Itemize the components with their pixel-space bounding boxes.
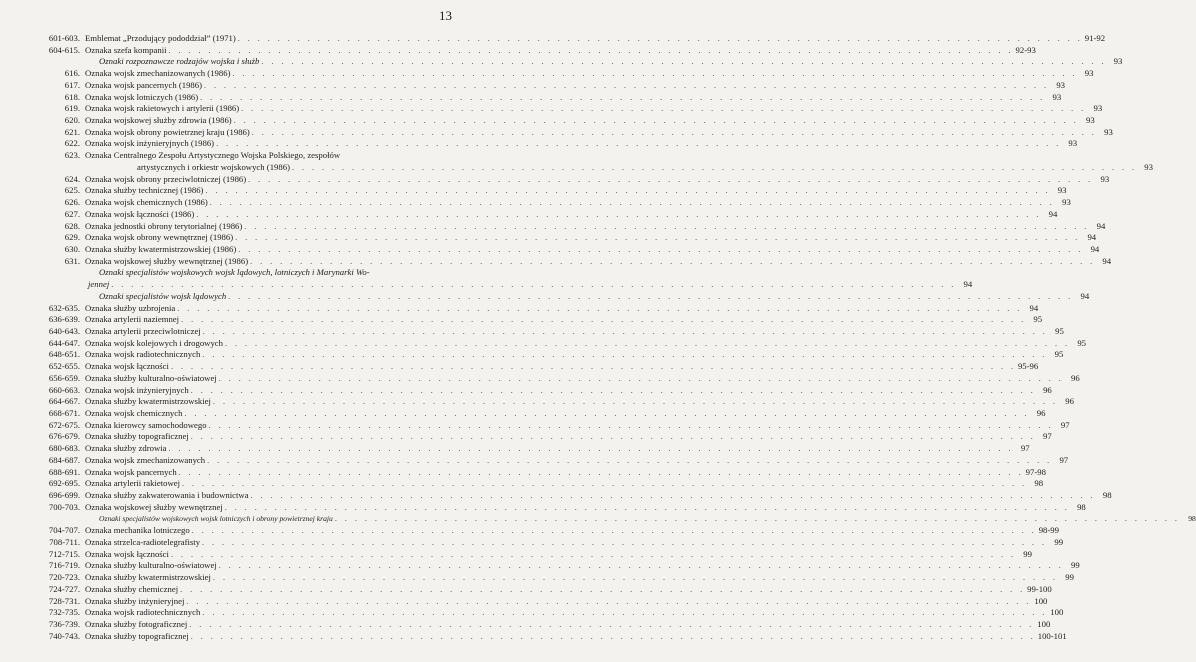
entry-title: Oznaka wojskowej służby zdrowia (1986) bbox=[85, 115, 232, 126]
toc-entry bbox=[28, 243, 1100, 256]
entry-page: 97 bbox=[1059, 454, 1069, 465]
entry-title: Oznaka służby inżynieryjnej bbox=[85, 595, 185, 606]
dot-leader bbox=[184, 408, 1029, 420]
entry-page: 93 bbox=[1052, 91, 1062, 102]
dot-leader bbox=[196, 209, 1041, 221]
entry-number: 604-615. bbox=[48, 44, 80, 55]
entry-page: 100 bbox=[1037, 618, 1051, 629]
dot-leader bbox=[205, 185, 1050, 197]
entry-title: Oznaka wojsk obrony wewnętrznej (1986) bbox=[85, 232, 234, 243]
entry-title: Oznaka wojskowej służby wewnętrznej (1986) bbox=[85, 255, 249, 266]
toc-entry bbox=[28, 255, 1112, 268]
entry-number: 692-695. bbox=[48, 478, 80, 489]
entry-title: Emblemat „Przodujący pododdział” (1971) bbox=[85, 33, 236, 43]
toc-entry bbox=[28, 314, 1043, 326]
entry-page: 94 bbox=[963, 279, 973, 290]
entry-page: 94 bbox=[1087, 232, 1097, 243]
entry-title: Oznaka służby kwatermistrzowskiej (1986) bbox=[85, 243, 237, 254]
toc-entry bbox=[28, 618, 1051, 631]
entry-number: 620. bbox=[64, 115, 80, 126]
toc-entry bbox=[28, 630, 1067, 643]
entry-number: 630. bbox=[64, 243, 80, 254]
entry-number: 716-719. bbox=[48, 560, 80, 571]
dot-leader bbox=[252, 127, 1097, 139]
entry-title: Oznaka służby kwatermistrzowskiej bbox=[85, 572, 211, 583]
entry-title: Oznaka służby technicznej (1986) bbox=[85, 185, 204, 196]
dot-leader bbox=[219, 373, 1064, 385]
dot-leader bbox=[234, 115, 1079, 127]
entry-number: 631. bbox=[64, 255, 80, 266]
entry-number: 617. bbox=[64, 79, 80, 90]
entry-title: Oznaka służby kulturalno-oświatowej bbox=[85, 560, 217, 571]
entry-title: Oznaka wojsk łączności bbox=[85, 548, 169, 559]
toc-entry bbox=[28, 290, 1090, 303]
dot-leader bbox=[191, 631, 1036, 643]
entry-title: Oznaka strzelca-radiotelegrafisty bbox=[85, 536, 201, 547]
entry-page: 93 bbox=[1086, 115, 1095, 126]
toc-entry bbox=[28, 150, 456, 162]
entry-number: 618. bbox=[64, 91, 80, 102]
dot-leader bbox=[169, 443, 1014, 455]
entry-page: 99 bbox=[1071, 560, 1080, 571]
entry-page: 95 bbox=[1033, 314, 1043, 325]
entry-number: 672-675. bbox=[48, 419, 80, 430]
toc-entry bbox=[28, 33, 1106, 45]
entry-title: Oznaka służby topograficznej bbox=[85, 431, 189, 442]
entry-number: 621. bbox=[64, 126, 80, 137]
entry-page: 93 bbox=[1056, 79, 1065, 90]
entry-number: 720-723. bbox=[48, 572, 80, 583]
dot-leader bbox=[238, 244, 1083, 256]
entry-page: 95 bbox=[1077, 337, 1087, 348]
toc-entry bbox=[28, 267, 456, 279]
dot-leader bbox=[200, 92, 1045, 104]
entry-number: 624. bbox=[64, 173, 80, 184]
entry-page: 100 bbox=[1034, 595, 1048, 606]
toc-entry bbox=[28, 572, 1074, 584]
toc-entry bbox=[28, 560, 1080, 572]
entry-page: 93 bbox=[1144, 161, 1153, 172]
dot-leader bbox=[251, 490, 1096, 502]
entry-number: 732-735. bbox=[48, 607, 80, 618]
dot-leader bbox=[189, 619, 1034, 631]
dot-leader bbox=[203, 326, 1048, 338]
entry-title: Oznaka służby topograficznej bbox=[85, 630, 189, 641]
toc-entry bbox=[28, 384, 1052, 397]
entry-page: 95-96 bbox=[1017, 361, 1039, 372]
entry-title: Oznaka wojsk pancernych (1986) bbox=[85, 79, 202, 90]
entry-title: Oznaka wojsk zmechanizowanych bbox=[85, 454, 206, 465]
toc-entry bbox=[28, 68, 1094, 80]
entry-title: Oznaka artylerii naziemnej bbox=[85, 314, 180, 325]
dot-leader bbox=[219, 560, 1064, 572]
entry-number: 628. bbox=[64, 220, 80, 231]
entry-title: Oznaki rozpoznawcze rodzajów wojska i służb bbox=[99, 56, 260, 67]
dot-leader bbox=[111, 279, 956, 291]
entry-number: 640-643. bbox=[48, 325, 80, 336]
entry-number: 648-651. bbox=[48, 349, 80, 360]
toc-entry bbox=[28, 607, 1064, 619]
dot-leader bbox=[186, 596, 1031, 608]
entry-page: 97 bbox=[1020, 443, 1030, 454]
entry-title: Oznaki specjalistów wojskowych wojsk lotniczych i obrony powietrznej kraju bbox=[99, 514, 333, 524]
toc-entry bbox=[28, 548, 1032, 561]
entry-number: 619. bbox=[64, 103, 80, 114]
toc-entry bbox=[28, 232, 1097, 244]
dot-leader bbox=[238, 33, 1083, 45]
entry-number: 736-739. bbox=[48, 618, 80, 629]
entry-page: 99-100 bbox=[1027, 583, 1052, 594]
toc-entry bbox=[28, 372, 1080, 385]
entry-number: 601-603. bbox=[48, 33, 80, 43]
toc-entry bbox=[28, 408, 1046, 420]
entry-page: 93 bbox=[1104, 126, 1113, 137]
entry-number: 622. bbox=[64, 138, 80, 149]
toc-entry bbox=[28, 513, 1196, 525]
dot-leader bbox=[181, 314, 1026, 326]
toc-entry bbox=[28, 325, 1064, 338]
toc-entry bbox=[28, 138, 1078, 150]
toc-entry bbox=[28, 490, 1112, 502]
entry-number: 644-647. bbox=[48, 337, 80, 348]
entry-title: Oznaka wojsk chemicznych bbox=[85, 408, 183, 418]
toc-entry bbox=[28, 454, 1069, 467]
entry-number: 724-727. bbox=[48, 583, 80, 594]
entry-page: 97-98 bbox=[1025, 466, 1046, 477]
entry-number: 625. bbox=[64, 185, 80, 196]
entry-page: 92-93 bbox=[1015, 44, 1036, 55]
entry-number: 680-683. bbox=[48, 443, 80, 454]
dot-leader bbox=[171, 361, 1016, 373]
dot-leader bbox=[202, 607, 1047, 619]
toc-entry bbox=[28, 583, 1052, 596]
entry-page: 93 bbox=[1057, 185, 1067, 196]
entry-title: Oznaka wojsk radiotechnicznych bbox=[85, 607, 201, 618]
toc-entry bbox=[28, 595, 1048, 608]
dot-leader bbox=[204, 80, 1049, 92]
entry-page: 95 bbox=[1054, 349, 1064, 360]
entry-title: Oznaka służby kwatermistrzowskiej bbox=[85, 396, 211, 407]
entry-number: 616. bbox=[64, 68, 80, 79]
dot-leader bbox=[171, 549, 1016, 561]
dot-leader bbox=[202, 349, 1047, 361]
entry-number: 704-707. bbox=[48, 525, 80, 536]
entry-page: 93 bbox=[1100, 173, 1110, 184]
toc-entry bbox=[28, 115, 1095, 127]
entry-page: 94 bbox=[1102, 255, 1112, 266]
entry-number: 632-635. bbox=[48, 302, 80, 313]
toc-entry bbox=[28, 185, 1067, 197]
entry-number: 656-659. bbox=[48, 372, 80, 383]
entry-page: 98 bbox=[1077, 501, 1086, 512]
entry-page: 98 bbox=[1102, 490, 1112, 501]
dot-leader bbox=[180, 584, 1025, 596]
entry-page: 93 bbox=[1068, 138, 1078, 149]
dot-leader bbox=[292, 162, 1137, 174]
entry-title: Oznaka wojsk lotniczych (1986) bbox=[85, 91, 199, 102]
toc-entry bbox=[28, 349, 1064, 361]
entry-page: 100-101 bbox=[1037, 630, 1067, 641]
dot-leader bbox=[235, 232, 1080, 244]
entry-title: Oznaka służby kulturalno-oświatowej bbox=[85, 372, 217, 383]
entry-page: 94 bbox=[1080, 290, 1090, 301]
entry-title: Oznaka służby fotograficznej bbox=[85, 618, 188, 629]
toc-entry bbox=[28, 466, 1046, 479]
entry-title: Oznaki specjalistów wojsk lądowych bbox=[99, 290, 227, 301]
entry-page: 94 bbox=[1090, 243, 1100, 254]
page-number: 13 bbox=[439, 8, 452, 23]
entry-title: Oznaka służby uzbrojenia bbox=[85, 302, 176, 313]
toc-entry bbox=[28, 361, 1039, 373]
entry-page: 94 bbox=[1048, 208, 1058, 219]
entry-page: 99 bbox=[1065, 572, 1074, 583]
entry-title: Oznaka wojsk inżynieryjnych bbox=[85, 384, 189, 395]
toc-entry bbox=[28, 173, 1110, 186]
dot-leader bbox=[191, 385, 1036, 397]
dot-leader bbox=[182, 478, 1027, 490]
entry-page: 99 bbox=[1054, 536, 1064, 547]
entry-title: Oznaka służby zdrowia bbox=[85, 443, 167, 454]
dot-leader bbox=[207, 455, 1052, 467]
entry-page: 98-99 bbox=[1038, 525, 1059, 536]
toc-entry bbox=[28, 279, 973, 291]
entry-number: 623. bbox=[64, 150, 80, 161]
entry-title: Oznaka wojsk inżynieryjnych (1986) bbox=[85, 138, 215, 149]
toc-entry bbox=[28, 396, 1074, 408]
dot-leader bbox=[232, 68, 1077, 80]
entry-title: Oznaka wojsk obrony powietrznej kraju (1986) bbox=[85, 126, 250, 137]
entry-title: jennej bbox=[88, 279, 110, 290]
entry-page: 96 bbox=[1071, 372, 1080, 383]
entry-number: 629. bbox=[64, 232, 80, 243]
toc-entry bbox=[28, 79, 1065, 92]
dot-leader bbox=[261, 56, 1106, 68]
dot-leader bbox=[169, 45, 1014, 57]
dot-leader bbox=[225, 502, 1070, 514]
dot-leader bbox=[335, 513, 1180, 525]
entry-page: 96 bbox=[1065, 396, 1074, 407]
entry-page: 91-92 bbox=[1084, 33, 1106, 43]
entry-title: Oznaka artylerii rakietowej bbox=[85, 478, 181, 489]
entry-page: 93 bbox=[1113, 56, 1123, 67]
entry-number: 696-699. bbox=[48, 490, 80, 501]
toc-entry bbox=[28, 103, 1103, 115]
entry-page: 99 bbox=[1023, 548, 1032, 559]
toc-entry bbox=[28, 126, 1113, 139]
dot-leader bbox=[192, 525, 1037, 537]
entry-title: Oznaka wojsk łączności bbox=[85, 361, 169, 372]
entry-title: Oznaka wojsk łączności (1986) bbox=[85, 208, 195, 219]
entry-number: 684-687. bbox=[48, 454, 80, 465]
dot-leader bbox=[177, 303, 1022, 315]
entry-title: artystycznych i orkiestr wojskowych (1986) bbox=[137, 161, 290, 172]
toc-entry bbox=[28, 197, 1071, 209]
entry-title: Oznaka służby zakwaterowania i budownictwa bbox=[85, 490, 249, 501]
entry-number: 668-671. bbox=[48, 408, 80, 418]
entry-title: Oznaka wojskowej służby wewnętrznej bbox=[85, 501, 223, 512]
toc-entry bbox=[28, 525, 1059, 537]
dot-leader bbox=[213, 572, 1058, 584]
entry-title: Oznaka kierowcy samochodowego bbox=[85, 419, 207, 430]
entry-title: Oznaka wojsk pancernych bbox=[85, 466, 177, 477]
entry-page: 95 bbox=[1055, 325, 1064, 336]
toc-entry bbox=[28, 501, 1086, 514]
entry-number: 676-679. bbox=[48, 431, 80, 442]
toc-entry bbox=[28, 478, 1044, 490]
entry-page: 93 bbox=[1093, 103, 1103, 114]
dot-leader bbox=[213, 396, 1058, 408]
dot-leader bbox=[225, 338, 1070, 350]
entry-title: Oznaka wojsk rakietowych i artylerii (1986) bbox=[85, 103, 240, 114]
entry-page: 96 bbox=[1043, 384, 1052, 395]
entry-page: 94 bbox=[1096, 220, 1106, 231]
toc-entry bbox=[28, 431, 1052, 443]
dot-leader bbox=[228, 291, 1073, 303]
entry-page: 97 bbox=[1043, 431, 1052, 442]
toc-entry bbox=[28, 302, 1039, 315]
entry-number: 708-711. bbox=[49, 536, 80, 547]
entry-number: 728-731. bbox=[48, 595, 80, 606]
entry-number: 636-639. bbox=[48, 314, 80, 325]
entry-page: 97 bbox=[1060, 419, 1070, 430]
entry-title: Oznaka wojsk obrony przeciwlotniczej (1986) bbox=[85, 173, 247, 184]
toc-entry bbox=[28, 161, 1153, 174]
entry-page: 100 bbox=[1050, 607, 1064, 618]
entry-number: 652-655. bbox=[48, 361, 80, 372]
dot-leader bbox=[248, 174, 1093, 186]
toc-entry bbox=[28, 91, 1062, 104]
entry-page: 98 bbox=[1188, 514, 1196, 524]
dot-leader bbox=[179, 467, 1024, 479]
entry-title: Oznaka wojsk kolejowych i drogowych bbox=[85, 337, 224, 348]
entry-page: 94 bbox=[1029, 302, 1039, 313]
toc-entry bbox=[28, 220, 1106, 233]
entry-page: 93 bbox=[1062, 197, 1071, 208]
dot-leader bbox=[244, 221, 1089, 233]
dot-leader bbox=[210, 197, 1055, 209]
dot-leader bbox=[216, 138, 1061, 150]
entry-number: 660-663. bbox=[48, 384, 80, 395]
entry-number: 688-691. bbox=[48, 466, 80, 477]
entry-title: Oznaka artylerii przeciwlotniczej bbox=[85, 325, 201, 336]
toc-entry bbox=[28, 56, 1123, 68]
entry-title: Oznaka służby chemicznej bbox=[85, 583, 179, 594]
entry-title: Oznaka jednostki obrony terytorialnej (1986) bbox=[85, 220, 243, 231]
entry-number: 664-667. bbox=[48, 396, 80, 407]
toc-entry bbox=[28, 419, 1070, 432]
entry-number: 626. bbox=[64, 197, 80, 208]
entry-title: Oznaka szefa kompanii bbox=[85, 44, 167, 55]
entry-title: Oznaka wojsk chemicznych (1986) bbox=[85, 197, 208, 208]
entry-title: Oznaka wojsk zmechanizowanych (1986) bbox=[85, 68, 231, 79]
dot-leader bbox=[209, 420, 1054, 432]
toc-entry bbox=[28, 536, 1064, 549]
toc-entry bbox=[28, 208, 1058, 221]
dot-leader bbox=[202, 537, 1047, 549]
entry-page: 96 bbox=[1036, 408, 1046, 418]
entry-page: 98 bbox=[1034, 478, 1044, 489]
entry-page: 93 bbox=[1084, 68, 1094, 79]
entry-title: Oznaka Centralnego Zespołu Artystycznego Wojska Polskiego, zespołów bbox=[85, 150, 341, 161]
dot-leader bbox=[191, 431, 1036, 443]
entry-number: 740-743. bbox=[48, 630, 80, 641]
dot-leader bbox=[241, 103, 1086, 115]
entry-number: 627. bbox=[64, 208, 80, 219]
table-of-contents bbox=[28, 33, 1196, 642]
toc-entry bbox=[28, 443, 1030, 455]
entry-title: Oznaka wojsk radiotechnicznych bbox=[85, 349, 201, 360]
toc-entry bbox=[28, 44, 1036, 57]
entry-number: 700-703. bbox=[48, 501, 80, 512]
entry-title: Oznaki specjalistów wojskowych wojsk lądowych, lotniczych i Marynarki Wo- bbox=[99, 267, 370, 278]
dot-leader bbox=[250, 256, 1095, 268]
entry-title: Oznaka mechanika lotniczego bbox=[85, 525, 190, 536]
toc-entry bbox=[28, 337, 1087, 350]
entry-number: 712-715. bbox=[48, 548, 80, 559]
